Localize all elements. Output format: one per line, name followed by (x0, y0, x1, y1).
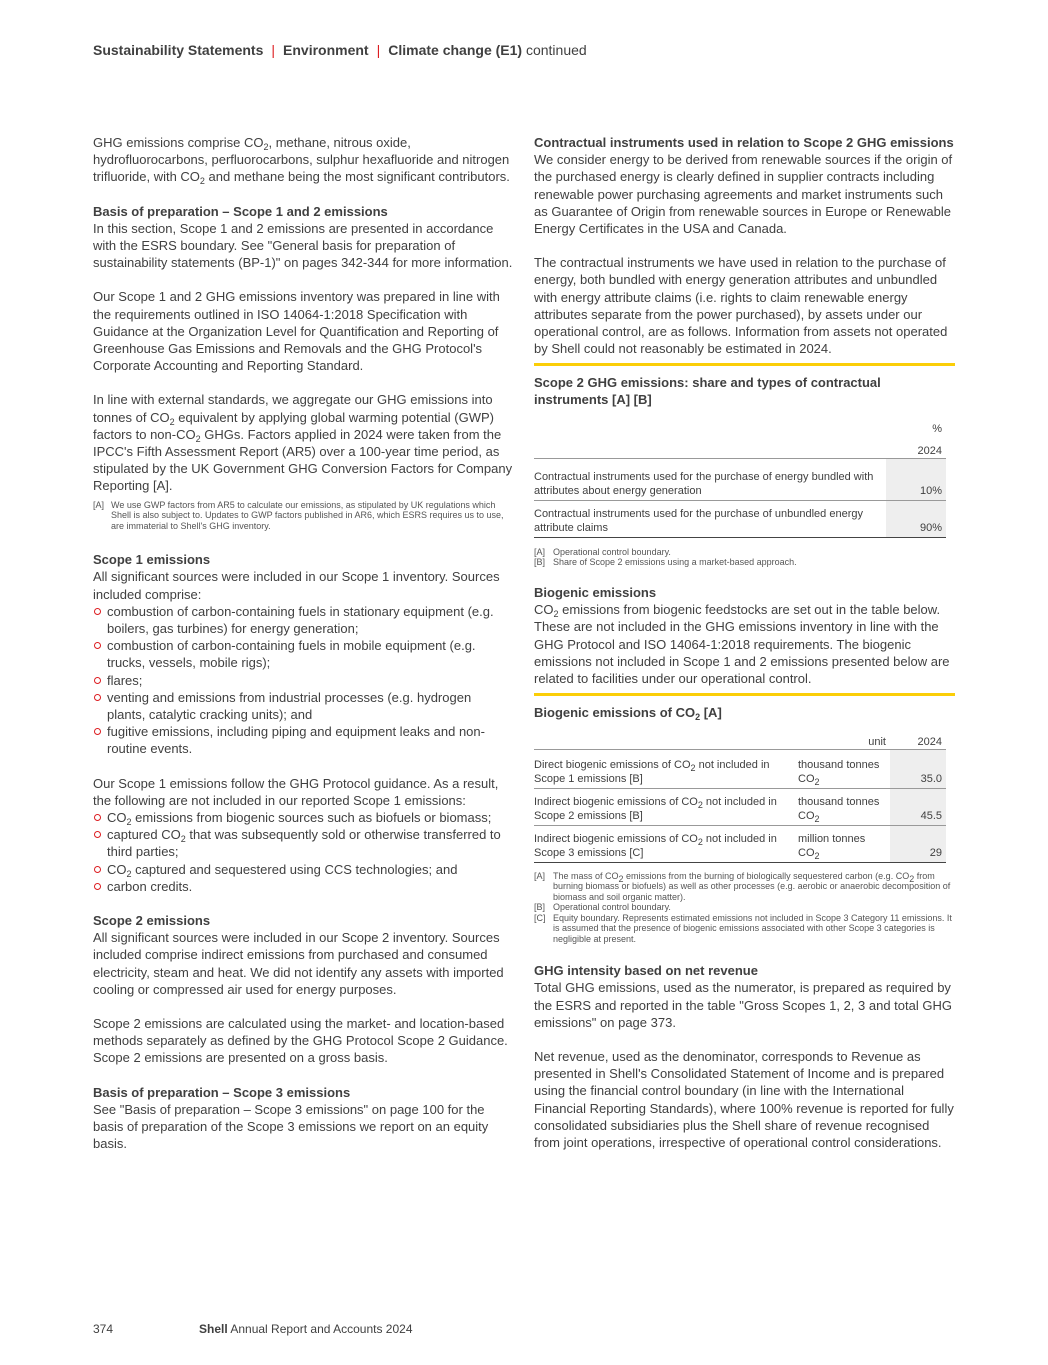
section-heading: Contractual instruments used in relation to Scope 2 GHG emissions (534, 135, 954, 150)
paragraph: In line with external standards, we aggregate our GHG emissions into tonnes of $CO_2$ equivalent by applying global warming potential (GWP) factors to non-$CO_2$ GHGs. Factors applied in 2024 were taken from the IPCC's Fifth Assessment Report (AR5) over a 100-year time period, as stipulated by the UK Government GHG Conversion Factors for Company Reporting [A]. (93, 392, 513, 494)
paragraph: $CO_2$ emissions from biogenic feedstocks are set out in the table below. These are not included in the GHG emissions inventory in line with the GHG Protocol and ISO 14064-1:2018 requirements. The biogenic emissions not included in Scope 1 and 2 emissions presented below are related to facilities under our operational control. (534, 602, 950, 686)
table-row (534, 749, 946, 788)
row-unit: thousand tonnes $CO_2$ (798, 749, 890, 788)
footnote: [B] Share of Scope 2 emissions using a market-based approach. (534, 557, 797, 568)
table-title: Scope 2 GHG emissions: share and types of contractual instruments [A] [B] (534, 375, 881, 408)
table-header-row (534, 436, 946, 458)
paragraph: All significant sources were included in our Scope 1 inventory. Sources included comprise: (93, 569, 500, 602)
list-item: fugitive emissions, including piping and equipment leaks and non-routine events. (93, 723, 513, 757)
list-item: combustion of carbon-containing fuels in mobile equipment (e.g. trucks, vessels, mobile rigs); (93, 637, 513, 671)
section-heading: Biogenic emissions (534, 584, 657, 600)
table-title: Biogenic emissions of $CO_2$ [A] (534, 705, 722, 723)
list-item: carbon credits. (93, 878, 513, 895)
section-heading: Scope 2 emissions (93, 913, 211, 929)
row-label: Contractual instruments used for the purchase of unbundled energy attribute claims (534, 500, 886, 537)
paragraph: Total GHG emissions, used as the numerator, is prepared as required by the ESRS and reported in the table "Gross Scopes 1, 2, 3 and total GHG emissions" on page 373. (534, 980, 952, 1030)
list-item: $CO_2$ emissions from biogenic sources such as biofuels or biomass; (93, 809, 513, 826)
paragraph: Net revenue, used as the denominator, corresponds to Revenue as presented in Shell's Consolidated Statement of Income and is prepared using the financial control boundary (in line with the International Financial Reporting Standards), where 100% revenue is reported for fully consolidated subsidiaries plus the Shell share of revenue recognised from joint operations, irrespective of operational control considerations. (534, 1048, 954, 1150)
unit-header: unit (868, 735, 886, 748)
row-value: 29 (890, 825, 946, 862)
year-header: 2024 (917, 735, 942, 748)
table-row (534, 788, 946, 825)
biogenic-emissions-table (534, 693, 955, 944)
footnote: [B] Operational control boundary. (534, 902, 671, 913)
breadcrumb-separator: | (376, 42, 381, 58)
paragraph: The contractual instruments we have used in relation to the purchase of energy, both bundled with energy generation attributes and unbundled with energy attribute claims (i.e. rights to claim renewable energy attributes separate from the power purchased), by assets under our operational control, are as follows. Information from assets not operated by Shell could not reasonably be estimated in 2024. (534, 255, 948, 357)
row-unit: million tonnes $CO_2$ (798, 825, 890, 862)
unit-header: % (932, 423, 942, 436)
section-heading: Scope 1 emissions (93, 552, 211, 568)
table-row (534, 458, 946, 500)
paragraph: All significant sources were included in our Scope 2 inventory. Sources included comprise indirect emissions from purchased and consumed electricity, steam and heat. We did not identify any assets with imported cooling or compressed air used for energy purposes. (93, 930, 504, 997)
row-label: Indirect biogenic emissions of $CO_2$ not included in Scope 3 emissions [C] (534, 825, 798, 862)
left-column (93, 134, 513, 1152)
paragraph: Our Scope 1 emissions follow the GHG Protocol guidance. As a result, the following are not included in our reported Scope 1 emissions: (93, 775, 499, 808)
footnote: [A] The mass of $CO_2$ emissions from the burning of biologically sequestered carbon (e.g. $CO_2$ from burning biomass or biofuels) as well as other processes (e.g. aerobic or anaerobic decomposition of biomass and soil organic matter). (534, 870, 951, 902)
row-label: Contractual instruments used for the purchase of energy bundled with attributes about energy generation (534, 458, 886, 500)
table-footnotes (534, 871, 955, 945)
row-value: 35.0 (890, 749, 946, 788)
list-item: $CO_2$ captured and sequestered using CCS technologies; and (93, 861, 513, 878)
contractual-instruments-table (534, 363, 955, 568)
list-item: venting and emissions from industrial processes (e.g. hydrogen plants, catalytic cracking units); and (93, 689, 513, 723)
section-heading: Basis of preparation – Scope 1 and 2 emissions (93, 203, 388, 219)
section-heading: Basis of preparation – Scope 3 emissions (93, 1084, 351, 1100)
table-header-row (534, 414, 946, 436)
data-table (534, 414, 946, 538)
row-label: Direct biogenic emissions of $CO_2$ not included in Scope 1 emissions [B] (534, 749, 798, 788)
breadcrumb-separator: | (271, 42, 276, 58)
footnote: [A] Operational control boundary. (534, 546, 671, 557)
paragraph: In this section, Scope 1 and 2 emissions are presented in accordance with the ESRS boundary. See "General basis for preparation of sustainability statements (BP-1)" on pages 342-344 for more information. (93, 220, 513, 271)
row-label: Indirect biogenic emissions of $CO_2$ not included in Scope 2 emissions [B] (534, 788, 798, 825)
paragraph: Scope 2 emissions are calculated using the market- and location-based methods separately as defined by the GHG Protocol Scope 2 Guidance. Scope 2 emissions are presented on a gross basis. (93, 1016, 508, 1066)
footnote: [A] We use GWP factors from AR5 to calculate our emissions, as stipulated by UK regulations which Shell is also subject to. Updates to GWP factors published in AR6, which ESRS requires us to use, are immaterial to Shell's GHG inventory. (93, 499, 504, 531)
footnote: [C] Equity boundary. Represents estimated emissions not included in Scope 3 Category 11 emissions. It is assumed that the presence of biogenic emissions associated with other Scope 3 categories is negligible at present. (534, 912, 952, 944)
table-row (534, 500, 946, 537)
row-unit: thousand tonnes $CO_2$ (798, 788, 890, 825)
list-item: flares; (93, 672, 513, 689)
bullet-list (93, 809, 513, 895)
brand-name: Shell (199, 1322, 228, 1336)
list-item: captured $CO_2$ that was subsequently sold or otherwise transferred to third parties; (93, 826, 513, 860)
paragraph: See "Basis of preparation – Scope 3 emissions" on page 100 for the basis of preparation of the Scope 3 emissions we report on an equity basis. (93, 1101, 489, 1152)
year-header: 2024 (917, 444, 942, 457)
table-footnotes (534, 547, 955, 568)
table-row (534, 825, 946, 862)
table-header-row (534, 727, 946, 749)
row-value: 10% (886, 458, 946, 500)
right-column (534, 134, 955, 1151)
footer-brand (199, 1322, 413, 1336)
report-title: Annual Report and Accounts 2024 (230, 1322, 413, 1336)
row-value: 45.5 (890, 788, 946, 825)
list-item: combustion of carbon-containing fuels in stationary equipment (e.g. boilers, gas turbines) for energy generation; (93, 603, 513, 637)
breadcrumb (93, 42, 587, 58)
paragraph: We consider energy to be derived from renewable sources if the origin of the purchased energy is clearly defined in supplier contracts including renewable power purchasing agreements and market instruments such as Guarantee of Origin from renewable sources in Europe or Renewable Energy Certificates in the USA and Canada. (534, 152, 953, 237)
page-number: 374 (93, 1322, 114, 1336)
breadcrumb-continued: continued (525, 42, 587, 58)
section-heading: GHG intensity based on net revenue (534, 963, 758, 979)
data-table (534, 727, 946, 863)
breadcrumb-item-climate-change[interactable]: Climate change (E1) (388, 42, 523, 58)
intro-paragraph: GHG emissions comprise $CO_2$, methane, nitrous oxide, hydrofluorocarbons, perfluorocarbons, sulphur hexafluoride and nitrogen trifluoride, with $CO_2$ and methane being the most significant contributors. (93, 135, 510, 187)
bullet-list (93, 603, 513, 758)
breadcrumb-item-sustainability[interactable]: Sustainability Statements (93, 42, 264, 58)
paragraph: Our Scope 1 and 2 GHG emissions inventory was prepared in line with the requirements outlined in ISO 14064-1:2018 Specification with Guidance at the Organization Level for Quantification and Reporting of Greenhouse Gas Emissions and Removals and the GHG Protocol's Corporate Accounting and Reporting Standard. (93, 289, 500, 374)
breadcrumb-item-environment[interactable]: Environment (283, 42, 369, 58)
row-value: 90% (886, 500, 946, 537)
